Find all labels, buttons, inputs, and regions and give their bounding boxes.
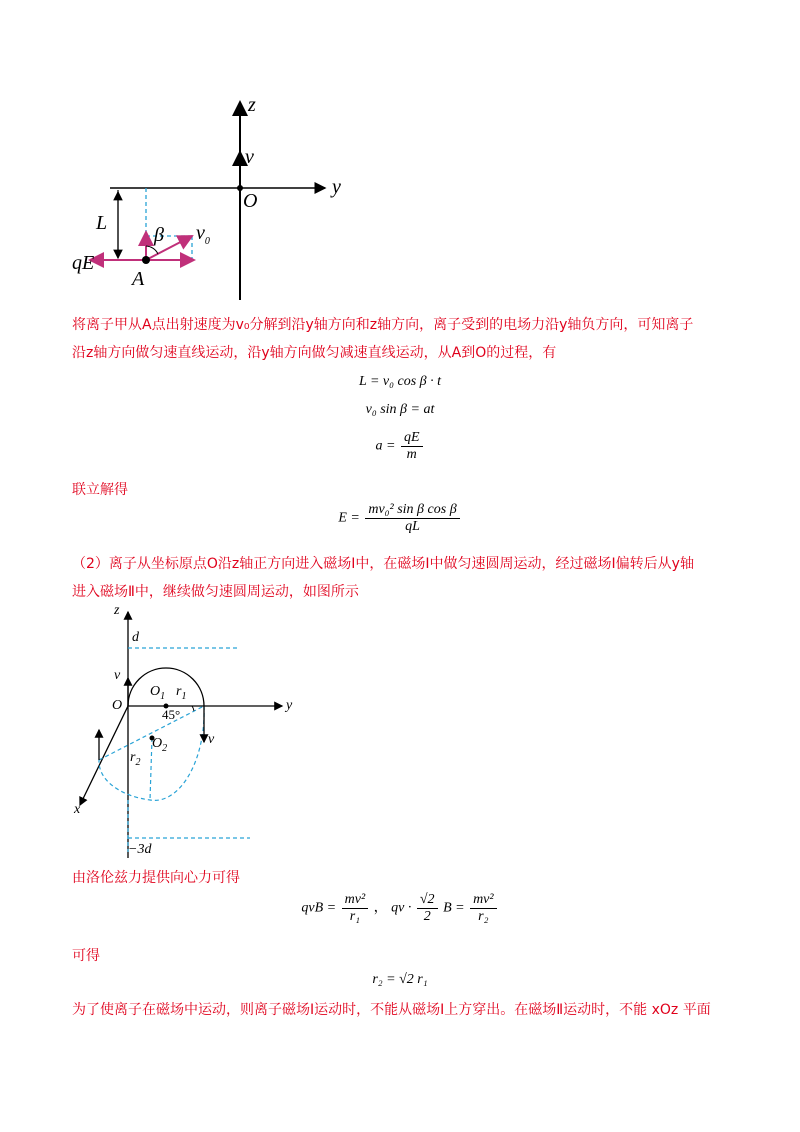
equation-3: a = $\frac{qE}{m}$ — [0, 430, 800, 463]
paragraph-1-line-2: 沿z轴方向做匀速直线运动，沿y轴方向做匀减速直线运动，从A到O的过程，有 — [72, 345, 557, 361]
label-z: z — [248, 94, 256, 116]
point-A — [142, 256, 150, 264]
paragraph-3-line-2: 进入磁场Ⅱ中，继续做匀速圆周运动，如图所示 — [72, 584, 359, 600]
paragraph-3-line-1: （2）离子从坐标原点O沿z轴正方向进入磁场Ⅰ中，在磁场Ⅰ中做匀速圆周运动，经过磁场Ⅰ偏转后从y轴 — [72, 556, 694, 572]
fig2-label-y: y — [286, 698, 293, 713]
equation-1: L = v₀ cos β · t — [358, 374, 442, 389]
paragraph-2: 联立解得 — [72, 482, 128, 498]
fig2-label-neg3d: −3d — [128, 842, 152, 857]
figure-1-coordinate-diagram — [60, 90, 360, 305]
fig2-label-O: O — [112, 698, 123, 713]
paragraph-1-line-1: 将离子甲从A点出射速度为v₀分解到沿y轴方向和z轴方向，离子受到的电场力沿y轴负方向，可知离子 — [72, 317, 694, 333]
fig2-label-O1: $O_1$ — [150, 684, 166, 702]
figure-2-magnetic-field-diagram — [70, 600, 320, 865]
paragraph-6: 为了使离子在磁场中运动，则离子磁场Ⅰ运动时，不能从磁场Ⅰ上方穿出。在磁场Ⅱ运动时，不能 xOz 平面 — [72, 1002, 711, 1018]
fig2-label-O2: $O_2$ — [152, 736, 168, 754]
fig2-label-v-left: v — [114, 668, 121, 683]
label-A: A — [132, 268, 145, 290]
x-axis — [80, 706, 128, 805]
fig2-label-angle: 45° — [162, 707, 181, 722]
equation-4: E = $\frac{\text{mv₀² sin β cos β}}{qL}$ — [0, 502, 800, 535]
equation-6: r₂ = √2 r₁ — [372, 972, 428, 987]
fig2-label-r1: $r_1$ — [176, 684, 187, 702]
beta-arc — [146, 246, 158, 254]
fig2-label-r2: $r_2$ — [130, 750, 141, 768]
fig2-label-x: x — [74, 802, 81, 817]
equation-5: qvB = $\frac{\text{mv²}}{\text{r₁}}$ ， qv · $\frac{√2}{2}$ B = $\frac{\text{mv²}}{\text{r₂}}$ — [0, 892, 800, 925]
fig2-label-z: z — [114, 603, 120, 618]
label-v: v — [245, 146, 254, 168]
angle-arc — [192, 706, 194, 711]
paragraph-5: 可得 — [72, 948, 100, 964]
label-L: L — [96, 212, 108, 234]
label-v0: $v_0$ — [196, 222, 210, 247]
label-origin: O — [243, 190, 258, 212]
semicircle-trajectory — [128, 668, 204, 706]
fig2-label-v-right: v — [208, 732, 215, 747]
label-y: y — [332, 176, 341, 198]
fig2-label-d: d — [132, 630, 139, 645]
paragraph-4: 由洛伦兹力提供向心力可得 — [72, 870, 240, 886]
label-beta: β — [154, 224, 164, 246]
equation-2: v₀ sin β = at — [365, 402, 435, 417]
label-qE: qE — [72, 252, 95, 274]
